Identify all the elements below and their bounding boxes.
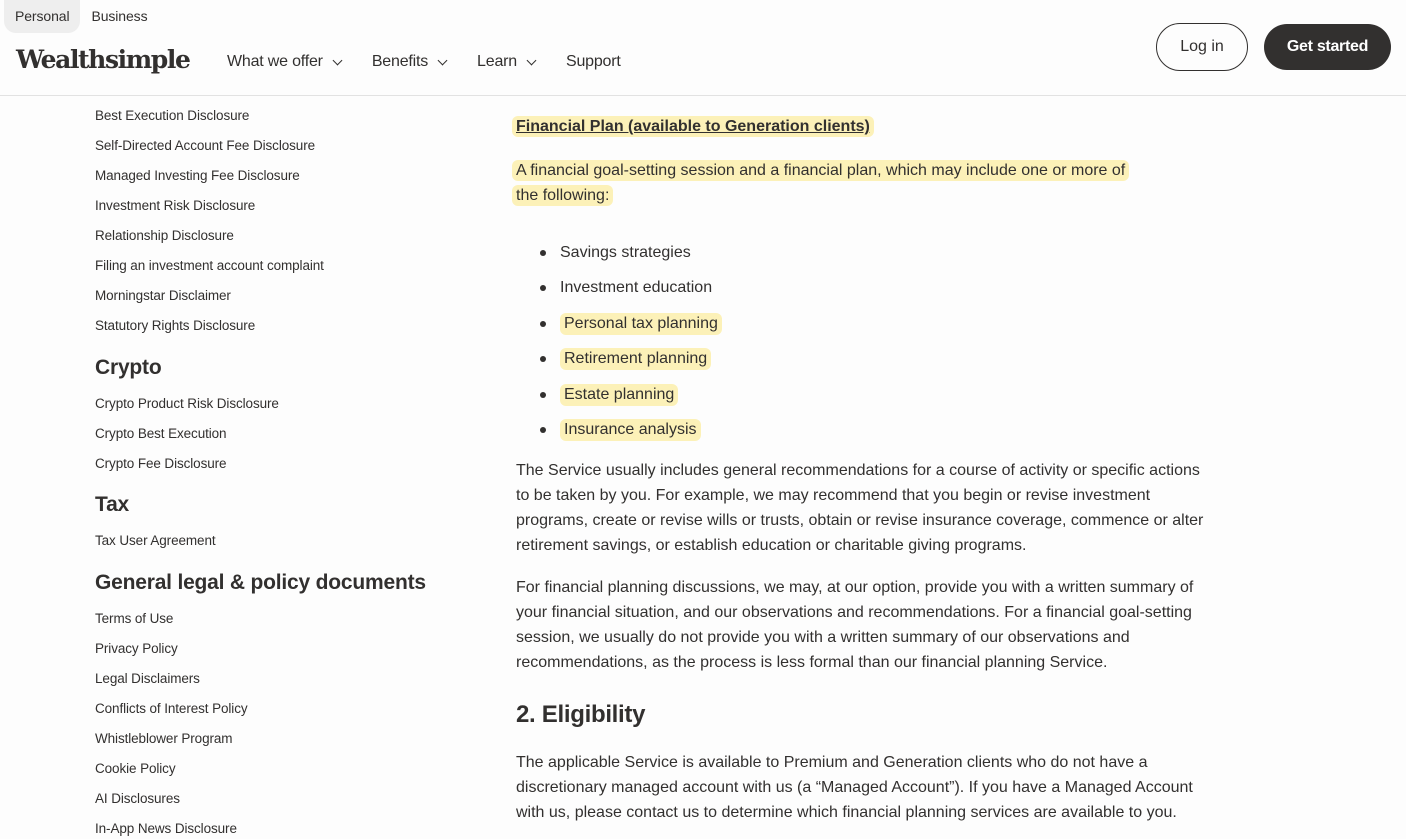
nav-label: Support (565, 53, 621, 70)
nav-label: What we offer (227, 53, 323, 70)
sidebar-link-cookie-policy[interactable]: Cookie Policy (95, 761, 176, 776)
main-nav (227, 53, 652, 71)
log-in-button[interactable]: Log in (1156, 23, 1248, 71)
sidebar-link-tax-user-agreement[interactable]: Tax User Agreement (95, 533, 216, 548)
nav-support[interactable] (566, 53, 621, 71)
bullet-icon (540, 356, 546, 362)
list-item-text: Insurance analysis (560, 419, 701, 441)
bullet-icon (540, 392, 546, 398)
list-item (540, 306, 722, 342)
nav-label: Learn (477, 53, 517, 70)
get-started-button[interactable]: Get started (1264, 24, 1391, 70)
list-item-text: Personal tax planning (560, 313, 722, 335)
list-item-text: Estate planning (560, 384, 678, 406)
segment-business[interactable]: Business (91, 8, 148, 24)
service-recommendations-paragraph: The Service usually includes general recommendations for a course of activity or specific actions to be taken by you. For example, we may recommend that you begin or revise investment programs, create or revise wills or trusts, obtain or revise insurance coverage, commence or alter retirement savings, or establish education or charitable giving programs. (516, 462, 1204, 554)
sidebar-link-statutory-rights[interactable]: Statutory Rights Disclosure (95, 318, 256, 333)
sidebar-link-privacy-policy[interactable]: Privacy Policy (95, 641, 178, 656)
sidebar-link-filing-complaint[interactable]: Filing an investment account complaint (95, 258, 324, 273)
bullet-icon (540, 250, 546, 256)
chevron-down-icon (527, 55, 537, 65)
sidebar-link-legal-disclaimers[interactable]: Legal Disclaimers (95, 671, 200, 686)
sidebar-link-self-directed-fee[interactable]: Self-Directed Account Fee Disclosure (95, 138, 315, 153)
sidebar-link-relationship[interactable]: Relationship Disclosure (95, 228, 234, 243)
wealthsimple-logo[interactable]: Wealthsimple (16, 45, 190, 74)
nav-what-we-offer[interactable] (227, 53, 341, 71)
sidebar-link-best-execution[interactable]: Best Execution Disclosure (95, 108, 250, 123)
highlighted-text: Financial Plan (available to Generation clients) (512, 116, 874, 137)
financial-plan-heading[interactable] (516, 118, 874, 136)
sidebar-link-crypto-fee[interactable]: Crypto Fee Disclosure (95, 456, 227, 471)
sidebar-link-crypto-best-execution[interactable]: Crypto Best Execution (95, 426, 227, 441)
plan-includes-list (540, 235, 722, 448)
nav-label: Benefits (371, 53, 429, 70)
bullet-icon (540, 285, 546, 291)
list-item (540, 342, 722, 378)
segment-personal[interactable]: Personal (4, 0, 80, 33)
sidebar-link-investment-risk[interactable]: Investment Risk Disclosure (95, 198, 256, 213)
sidebar-link-conflicts-of-interest[interactable]: Conflicts of Interest Policy (95, 701, 248, 716)
sidebar-link-ai-disclosures[interactable]: AI Disclosures (95, 791, 180, 806)
list-item-text: Investment education (560, 279, 713, 297)
nav-benefits[interactable] (372, 53, 446, 71)
sidebar-link-whistleblower[interactable]: Whistleblower Program (95, 731, 233, 746)
bullet-icon (540, 427, 546, 433)
chevron-down-icon (332, 55, 342, 65)
sidebar-link-morningstar[interactable]: Morningstar Disclaimer (95, 288, 231, 303)
chevron-down-icon (438, 55, 448, 65)
written-summary-paragraph: For financial planning discussions, we may, at our option, provide you with a written summary of your financial situation, and our observations and recommendations. For a financial goal-setting session, we usually do not provide you with a written summary of our observations and recommendations, as the process is less formal than our financial planning Service. (516, 579, 1194, 671)
sidebar-heading-crypto: Crypto (95, 356, 162, 379)
list-item (540, 271, 722, 307)
audience-switcher (4, 0, 158, 33)
crypto-links (95, 389, 279, 479)
investing-links (95, 101, 324, 341)
list-item-text: Retirement planning (560, 348, 711, 370)
financial-plan-description (516, 158, 1136, 208)
nav-learn[interactable] (477, 53, 535, 71)
eligibility-paragraph: The applicable Service is available to Premium and Generation clients who do not have a discretionary managed account with us (a “Managed Account”). If you have a Managed Account with us, please contact us to determine which financial planning services are available to you. (516, 754, 1193, 821)
sidebar-link-crypto-product-risk[interactable]: Crypto Product Risk Disclosure (95, 396, 279, 411)
list-item (540, 377, 722, 413)
tax-links (95, 526, 216, 556)
site-header (0, 0, 1406, 96)
general-links (95, 604, 248, 839)
sidebar-link-terms-of-use[interactable]: Terms of Use (95, 611, 174, 626)
sidebar-heading-tax: Tax (95, 493, 130, 516)
list-item-text: Savings strategies (560, 243, 691, 261)
sidebar-link-in-app-news[interactable]: In-App News Disclosure (95, 821, 237, 836)
sidebar-heading-general: General legal & policy documents (95, 571, 426, 594)
sidebar-link-managed-investing-fee[interactable]: Managed Investing Fee Disclosure (95, 168, 300, 183)
eligibility-heading: 2. Eligibility (516, 701, 646, 728)
list-item (540, 235, 722, 271)
bullet-icon (540, 321, 546, 327)
list-item (540, 413, 722, 449)
highlighted-text: A financial goal-setting session and a financial plan, which may include one or more of the following: (512, 160, 1129, 206)
